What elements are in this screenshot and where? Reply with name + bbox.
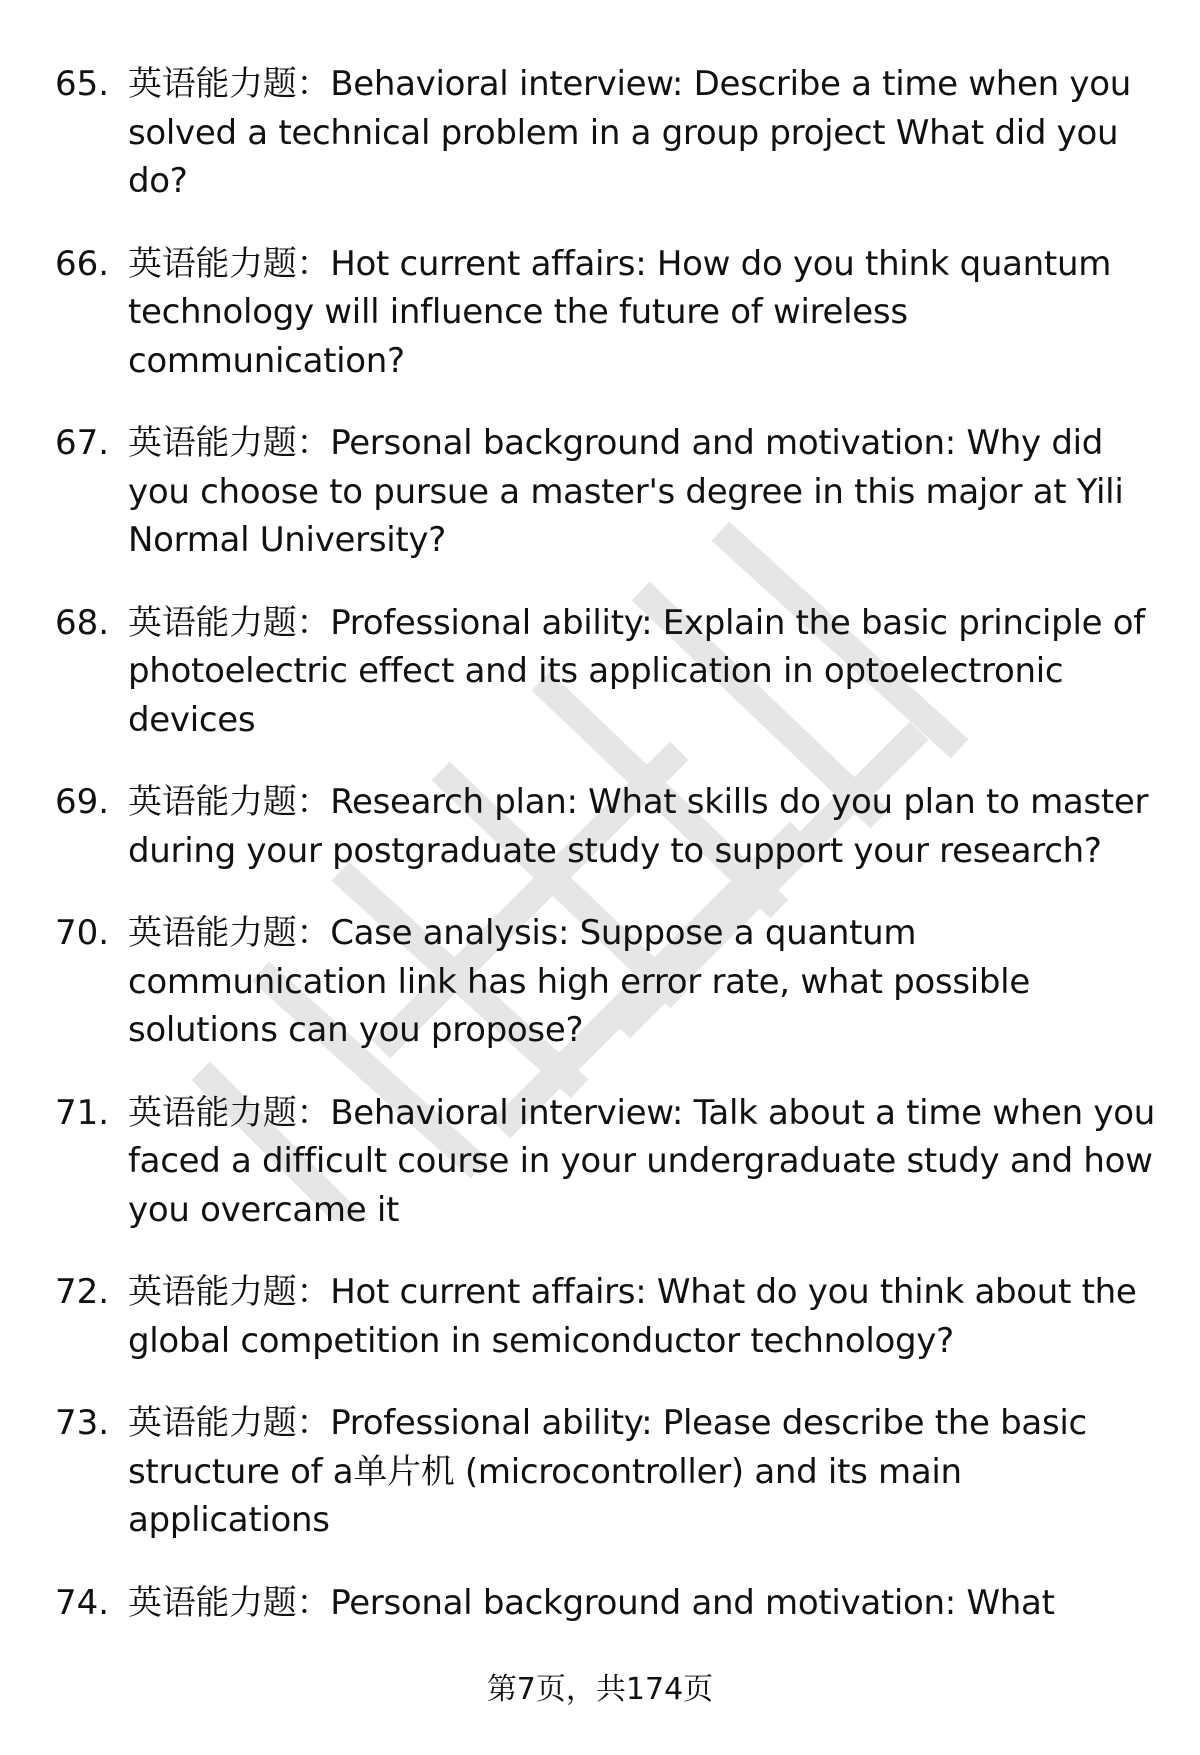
question-item (55, 909, 1155, 1055)
question-text: 英语能力题：Professional ability: Please describe the basic structure of a单片机 (microcontroller) and its main applications (128, 1403, 1087, 1540)
question-text: 英语能力题：Hot current affairs: How do you think quantum technology will influence the future of wireless communication? (128, 243, 1112, 381)
question-item (55, 1399, 1155, 1545)
question-number: 65. (55, 64, 110, 104)
question-number: 67. (55, 423, 110, 463)
question-text: 英语能力题：Personal background and motivation: Why did you choose to pursue a master's degree in this major at Yili Normal University? (128, 423, 1124, 560)
question-text: 英语能力题：Professional ability: Explain the basic principle of photoelectric effect and its application in optoelectronic devices (128, 602, 1145, 740)
question-item (55, 1089, 1155, 1235)
question-item (55, 599, 1155, 745)
question-text: 英语能力题：Behavioral interview: Describe a time when you solved a technical problem in a group project What did you do? (128, 64, 1131, 201)
question-text: 英语能力题：Hot current affairs: What do you think about the global competition in semiconductor technology? (128, 1272, 1137, 1361)
question-number: 68. (55, 602, 110, 643)
question-item (55, 1268, 1155, 1365)
question-number: 74. (55, 1582, 110, 1623)
question-text: 英语能力题：Personal background and motivation: What (128, 1582, 1055, 1623)
question-number: 66. (55, 243, 110, 284)
question-item (55, 419, 1155, 565)
question-list (55, 60, 1155, 1661)
question-item (55, 60, 1155, 206)
question-text: 英语能力题：Research plan: What skills do you plan to master during your postgraduate study to support your research? (128, 782, 1149, 871)
question-number: 70. (55, 913, 110, 953)
question-number: 71. (55, 1092, 110, 1133)
question-item (55, 240, 1155, 386)
question-number: 73. (55, 1403, 110, 1443)
question-text: 英语能力题：Behavioral interview: Talk about a time when you faced a difficult course in your undergraduate study and how you overcame it (128, 1092, 1155, 1230)
question-item (55, 1579, 1155, 1628)
question-item (55, 778, 1155, 875)
question-number: 72. (55, 1272, 110, 1312)
question-text: 英语能力题：Case analysis: Suppose a quantum communication link has high error rate, what possible solutions can you propose? (128, 913, 1030, 1050)
page-number-footer: 第7页，共174页 (486, 1672, 714, 1707)
question-number: 69. (55, 782, 110, 822)
